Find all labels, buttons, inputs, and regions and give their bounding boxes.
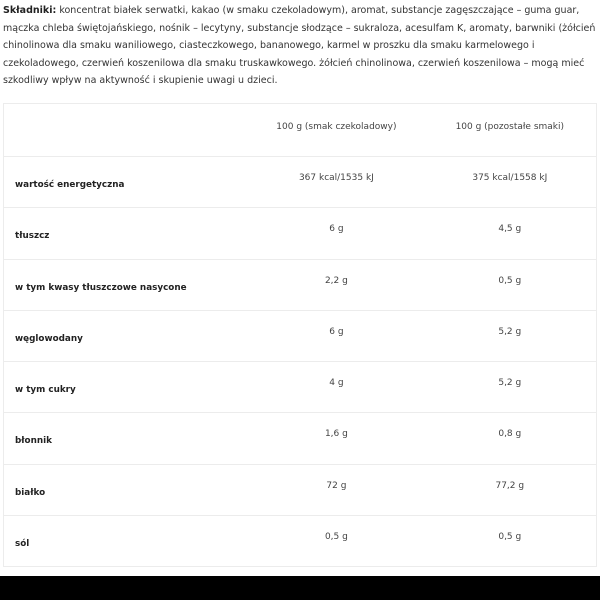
row-value-chocolate: 0,5 g: [324, 532, 348, 543]
row-label: sól: [15, 539, 30, 550]
nutrition-table: [3, 103, 597, 567]
row-value-other: 77,2 g: [495, 480, 525, 491]
table-row: [4, 310, 596, 361]
row-value-other: 5,2 g: [498, 378, 522, 389]
header-label-cell: [4, 104, 249, 156]
row-value-chocolate: 6 g: [329, 224, 344, 235]
row-label: w tym cukry: [15, 385, 76, 396]
table-row: [4, 515, 596, 566]
row-value-chocolate: 72 g: [326, 480, 347, 491]
row-value-other: 4,5 g: [498, 224, 522, 235]
row-label: węglowodany: [15, 333, 83, 344]
table-row: [4, 412, 596, 463]
row-label: wartość energetyczna: [15, 180, 125, 190]
ingredients-paragraph: [3, 2, 597, 90]
row-value-chocolate: 1,6 g: [324, 429, 348, 440]
row-value-other: 375 kcal/1558 kJ: [472, 173, 548, 183]
row-value-chocolate: 4 g: [329, 378, 344, 389]
table-row: [4, 156, 596, 207]
row-value-other: 0,5 g: [498, 275, 522, 286]
row-value-chocolate: 2,2 g: [324, 275, 348, 286]
table-header-row: [4, 104, 596, 156]
row-value-other: 0,5 g: [498, 532, 522, 543]
header-other-flavours-cell: 100 g (pozostałe smaki): [455, 122, 565, 132]
row-value-other: 0,8 g: [498, 429, 522, 440]
row-value-chocolate: 6 g: [329, 326, 344, 337]
table-row: [4, 464, 596, 515]
table-row: [4, 259, 596, 310]
row-label: błonnik: [15, 436, 52, 447]
table-row: [4, 207, 596, 258]
ingredients-text: koncentrat białek serwatki, kakao (w smaku czekoladowym), aromat, substancje zagęszczające – guma guar, mączka chleba świętojańskiego, nośnik – lecytyny, substancje słodzące – sukraloza, acesulfam K, aromaty, barwniki (żółcień chinolinowa dla smaku waniliowego, ciasteczkowego, bananowego, karmel w proszku dla smaku karmelowego i czekoladowego, czerwień koszenilowa dla smaku truskawkowego. żółcień chinolinowa, czerwień koszenilowa – mogą mieć szkodliwy wpływ na aktywność i skupienie uwagi u dzieci.: [3, 5, 596, 86]
header-chocolate-cell: 100 g (smak czekoladowy): [276, 122, 397, 132]
row-label: białko: [15, 487, 46, 498]
row-label: tłuszcz: [15, 231, 50, 242]
row-value-other: 5,2 g: [498, 326, 522, 337]
row-value-chocolate: 367 kcal/1535 kJ: [298, 173, 374, 183]
row-label: w tym kwasy tłuszczowe nasycone: [15, 282, 187, 293]
ingredients-label: Składniki:: [3, 5, 57, 16]
table-row: [4, 361, 596, 412]
